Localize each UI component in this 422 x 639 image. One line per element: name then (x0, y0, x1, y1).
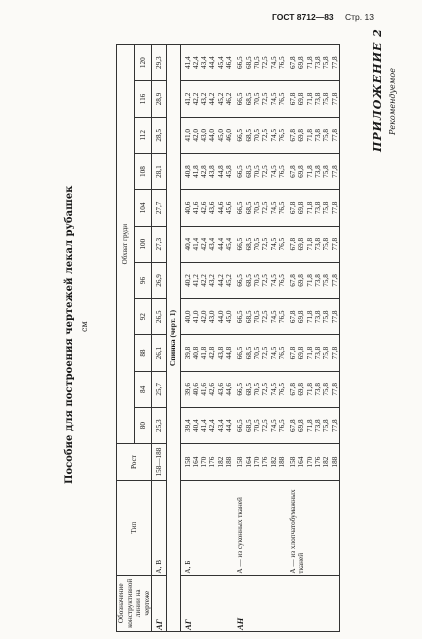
row-value: 66,5 68,5 70,5 72,5 74,5 76,5 (233, 408, 286, 444)
row-value: 67,8 69,8 71,8 73,8 75,8 77,8 (286, 299, 339, 335)
chest-size-header: 112 (134, 117, 152, 153)
row-value: 27,7 (152, 190, 167, 226)
row-designation: АГ (152, 575, 167, 631)
row-value: 26,5 (152, 299, 167, 335)
row-value: 66,5 68,5 70,5 72,5 74,5 76,5 (233, 371, 286, 407)
row-heights: 158 164 170 176 182 188 (233, 444, 286, 480)
appendix-note: Рекомендуемое (388, 68, 397, 135)
row-value: 28,1 (152, 153, 167, 189)
appendix-label: ПРИЛОЖЕНИЕ 2 (371, 28, 384, 152)
row-value: 67,8 69,8 71,8 73,8 75,8 77,8 (286, 226, 339, 262)
row-type: А, Б (180, 480, 233, 575)
chest-size-header: 100 (134, 226, 152, 262)
row-value: 66,5 68,5 70,5 72,5 74,5 76,5 (233, 190, 286, 226)
row-value: 66,5 68,5 70,5 72,5 74,5 76,5 (233, 117, 286, 153)
row-value: 67,8 69,8 71,8 73,8 75,8 77,8 (286, 117, 339, 153)
chest-size-header: 92 (134, 299, 152, 335)
row-value: 66,5 68,5 70,5 72,5 74,5 76,5 (233, 262, 286, 298)
table-row (180, 45, 233, 632)
page-number: Стр. 13 (345, 12, 374, 22)
rotated-table-page (6, 28, 411, 632)
chest-size-header: 120 (134, 45, 152, 81)
row-value: 67,8 69,8 71,8 73,8 75,8 77,8 (286, 45, 339, 81)
gost-number: ГОСТ 8712—83 (272, 12, 334, 22)
row-value: 40,0 41,0 42,0 43,0 44,0 45,0 (180, 299, 233, 335)
chest-size-header: 88 (134, 335, 152, 371)
row-value: 66,5 68,5 70,5 72,5 74,5 76,5 (233, 335, 286, 371)
row-value: 66,5 68,5 70,5 72,5 74,5 76,5 (233, 81, 286, 117)
row-value: 41,2 42,2 43,2 44,2 45,2 46,2 (180, 81, 233, 117)
row-heights: 158—188 (152, 444, 167, 480)
row-heights: 158 164 170 176 182 188 (286, 444, 339, 480)
row-value: 27,3 (152, 226, 167, 262)
table-title: Пособие для построения чертежей лекал рубашек (64, 185, 75, 484)
chest-size-header: 108 (134, 153, 152, 189)
row-value: 41,0 42,0 43,0 44,0 45,0 46,0 (180, 117, 233, 153)
row-value: 39,6 40,6 41,6 42,6 43,6 44,6 (180, 371, 233, 407)
row-value: 28,9 (152, 81, 167, 117)
page-header (0, 8, 422, 32)
measurements-table (116, 44, 340, 632)
row-heights: 158 164 170 176 182 188 (180, 444, 233, 480)
row-value: 66,5 68,5 70,5 72,5 74,5 76,5 (233, 226, 286, 262)
row-designation: АН (233, 575, 286, 631)
table-row (233, 45, 286, 632)
row-designation (286, 575, 339, 631)
row-value: 67,8 69,8 71,8 73,8 75,8 77,8 (286, 371, 339, 407)
section-label: Спинка (черт. 1) (167, 45, 180, 632)
section-row (167, 45, 180, 632)
row-value: 39,4 40,4 41,4 42,4 43,4 44,4 (180, 408, 233, 444)
chest-size-header: 80 (134, 408, 152, 444)
row-value: 67,8 69,8 71,8 73,8 75,8 77,8 (286, 335, 339, 371)
row-value: 40,4 41,4 42,4 43,4 44,4 45,4 (180, 226, 233, 262)
table-row (152, 45, 167, 632)
col-height: Рост (117, 444, 152, 480)
row-value: 29,3 (152, 45, 167, 81)
row-value: 25,7 (152, 371, 167, 407)
row-value: 25,3 (152, 408, 167, 444)
row-value: 67,8 69,8 71,8 73,8 75,8 77,8 (286, 262, 339, 298)
row-value: 40,2 41,2 42,2 43,2 44,2 45,2 (180, 262, 233, 298)
row-value: 67,8 69,8 71,8 73,8 75,8 77,8 (286, 190, 339, 226)
col-chest-group: Обхват груди (117, 45, 135, 444)
row-type: А — из хлопчатобумажных тканей (286, 480, 339, 575)
chest-size-header: 84 (134, 371, 152, 407)
row-value: 67,8 69,8 71,8 73,8 75,8 77,8 (286, 153, 339, 189)
chest-size-header: 116 (134, 81, 152, 117)
row-value: 67,8 69,8 71,8 73,8 75,8 77,8 (286, 81, 339, 117)
row-value: 40,6 41,6 42,6 43,6 44,6 45,6 (180, 190, 233, 226)
row-type: А — из суконных тканей (233, 480, 286, 575)
col-designation: Обозначение конструктивной линии на чертеже (117, 575, 152, 631)
row-value: 41,4 42,4 43,4 44,4 45,4 46,4 (180, 45, 233, 81)
chest-size-header: 104 (134, 190, 152, 226)
row-value: 66,5 68,5 70,5 72,5 74,5 76,5 (233, 299, 286, 335)
table-row (286, 45, 339, 632)
row-value: 28,5 (152, 117, 167, 153)
chest-size-header: 96 (134, 262, 152, 298)
row-type: А, В (152, 480, 167, 575)
row-value: 39,8 40,8 41,8 42,8 43,8 44,8 (180, 335, 233, 371)
col-type: Тип (117, 480, 152, 575)
row-value: 26,9 (152, 262, 167, 298)
row-designation: АГ (180, 575, 233, 631)
row-value: 26,1 (152, 335, 167, 371)
row-value: 67,8 69,8 71,8 73,8 75,8 77,8 (286, 408, 339, 444)
table-unit: см (80, 321, 89, 332)
row-value: 40,8 41,8 42,8 43,8 44,8 45,8 (180, 153, 233, 189)
row-value: 66,5 68,5 70,5 72,5 74,5 76,5 (233, 45, 286, 81)
row-value: 66,5 68,5 70,5 72,5 74,5 76,5 (233, 153, 286, 189)
